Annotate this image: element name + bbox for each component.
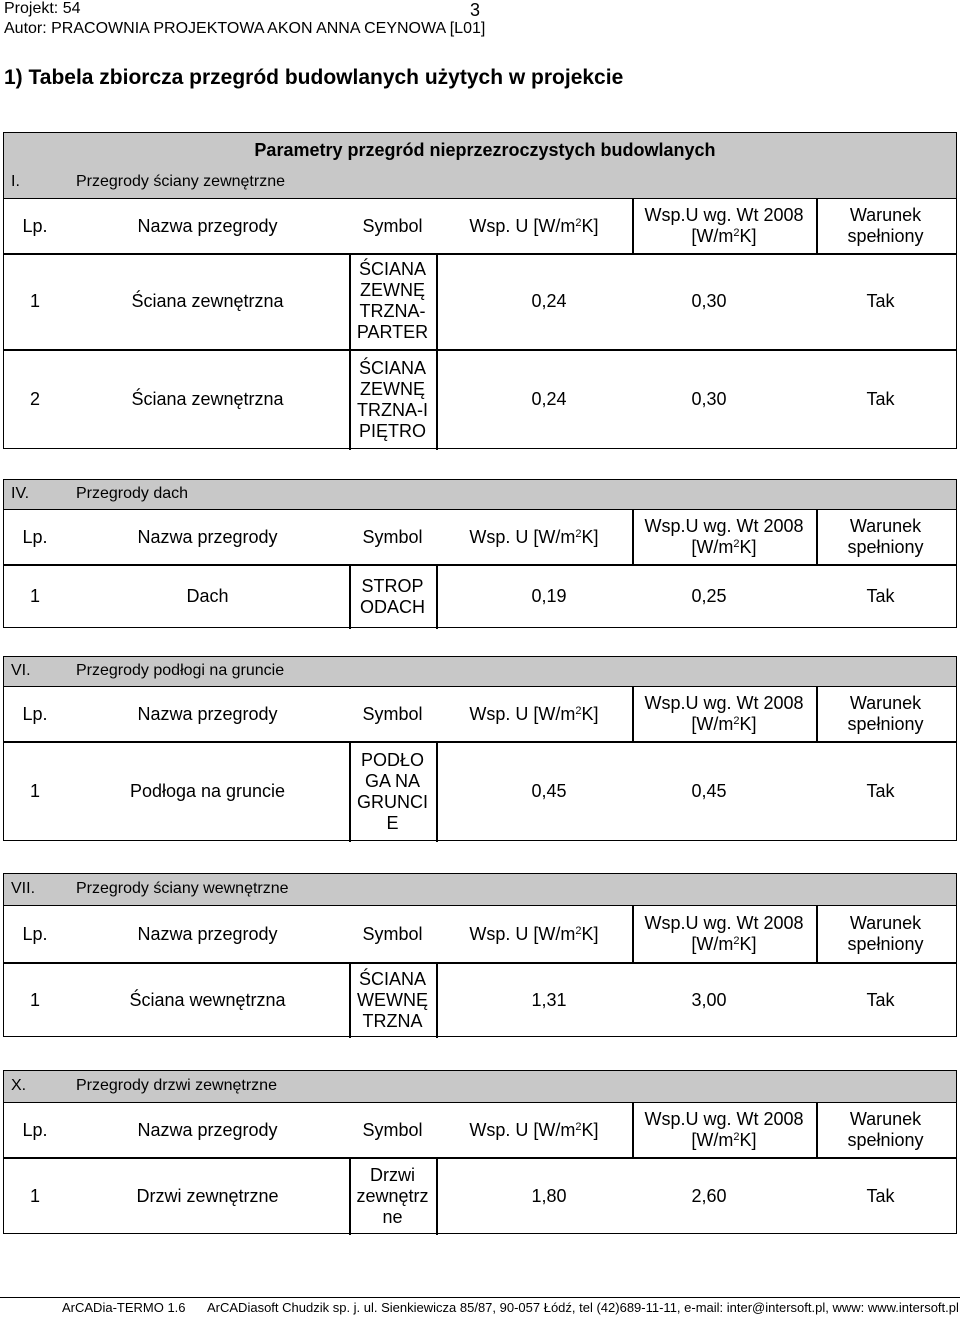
row-name-text: Dach — [186, 586, 229, 606]
u-max-exponent: 2 — [733, 935, 740, 947]
column-header-symbol-text: Symbol — [362, 1119, 423, 1140]
u-max-prefix: [W/m — [691, 226, 734, 246]
u-value-suffix: K] — [581, 526, 599, 547]
u-max-line1: Wsp.U wg. Wt 2008 — [644, 913, 804, 933]
column-divider — [816, 199, 818, 253]
row-condition — [816, 741, 945, 842]
column-header-u-max-text — [644, 205, 803, 247]
symbol-line: WEWNĘ — [357, 989, 428, 1010]
section-block — [3, 656, 957, 841]
column-header-u-value-text — [469, 216, 598, 237]
row-name — [66, 349, 349, 450]
row-condition — [816, 1157, 945, 1235]
column-divider — [816, 510, 818, 564]
row-u-max — [632, 741, 786, 842]
row-condition-text: Tak — [866, 389, 895, 409]
row-symbol — [349, 253, 436, 349]
condition-line1: Warunek — [849, 205, 922, 225]
u-max-prefix: [W/m — [691, 537, 734, 557]
row-condition — [816, 253, 945, 349]
column-header-symbol — [349, 199, 436, 253]
row-name — [66, 1157, 349, 1235]
column-header-condition — [816, 906, 955, 962]
u-max-line2 — [644, 226, 803, 247]
column-header-u-value — [436, 199, 632, 253]
section-number: I. — [11, 173, 20, 190]
row-u-value — [486, 349, 612, 450]
u-max-prefix: [W/m — [691, 934, 734, 954]
row-symbol-lines — [356, 1165, 428, 1228]
section-title: Przegrody podłogi na gruncie — [76, 662, 285, 679]
symbol-line: ZEWNĘ — [359, 280, 425, 300]
column-header-symbol — [349, 1103, 436, 1157]
row-u-value — [486, 253, 612, 349]
column-header-name — [66, 906, 349, 962]
row-condition-text: Tak — [866, 586, 895, 606]
row-name — [66, 564, 349, 629]
u-value-exponent: 2 — [575, 704, 582, 717]
column-header-condition — [816, 199, 955, 253]
column-header-name-text: Nazwa przegrody — [137, 526, 278, 547]
row-lp — [4, 349, 66, 450]
section-block — [3, 479, 957, 628]
u-max-line1: Wsp.U wg. Wt 2008 — [644, 205, 804, 225]
row-condition-text: Tak — [866, 1185, 895, 1206]
condition-line2: spełniony — [847, 934, 924, 954]
u-value-suffix: K] — [581, 923, 599, 944]
row-lp-text: 1 — [29, 586, 40, 606]
u-value-suffix: K] — [581, 1119, 599, 1140]
column-header-lp-text: Lp. — [22, 923, 48, 944]
column-header-condition-text — [847, 516, 923, 558]
row-u-value — [486, 741, 612, 842]
symbol-column-border — [436, 1157, 438, 1235]
section-block — [3, 873, 957, 1037]
symbol-line: zewnętrz — [356, 1185, 429, 1206]
row-u-value — [486, 962, 612, 1038]
row-condition-text: Tak — [866, 781, 895, 801]
u-max-exponent: 2 — [733, 715, 740, 727]
footer-software: ArCADia-TERMO 1.6 — [62, 1300, 186, 1315]
column-header-u-value-text — [469, 924, 598, 945]
column-header-name — [66, 199, 349, 253]
u-max-suffix: K] — [739, 934, 757, 954]
column-divider — [816, 906, 818, 962]
symbol-line: ZEWNĘ — [360, 378, 425, 399]
row-symbol — [349, 1157, 436, 1235]
symbol-line: ŚCIANA — [358, 259, 426, 279]
column-divider — [632, 906, 634, 962]
column-header-u-max-text — [644, 516, 803, 558]
symbol-line: ne — [382, 1206, 403, 1227]
row-symbol — [349, 962, 436, 1038]
condition-line2: spełniony — [847, 226, 924, 246]
column-header-u-value — [436, 906, 632, 962]
footer-company: ArCADiasoft Chudzik sp. j. ul. Sienkiewicza 85/87, 90-057 Łódź, tel (42)689-11-11, e-mail: inter@intersoft.pl, www: www.intersoft.pl — [207, 1300, 959, 1315]
column-divider — [632, 510, 634, 564]
symbol-line: TRZNA- — [359, 301, 426, 321]
row-u-max — [632, 349, 786, 450]
symbol-column-border — [436, 564, 438, 629]
symbol-line: ODACH — [359, 596, 425, 617]
column-divider — [632, 687, 634, 741]
column-header-symbol — [349, 510, 436, 564]
condition-line1: Warunek — [849, 913, 922, 933]
row-name-text: Ściana wewnętrzna — [129, 989, 286, 1010]
row-lp — [4, 962, 66, 1038]
row-lp-text: 2 — [29, 389, 40, 409]
row-u-max — [632, 962, 786, 1038]
column-header-lp — [4, 510, 66, 564]
column-header-name-text: Nazwa przegrody — [137, 703, 278, 724]
symbol-column-border — [436, 253, 438, 349]
row-u-value-text: 1,80 — [531, 1185, 567, 1206]
section-number: VI. — [11, 662, 31, 679]
footer-divider — [0, 1297, 960, 1298]
row-name — [66, 741, 349, 842]
author-label: Autor: PRACOWNIA PROJEKTOWA AKON ANNA CEYNOWA [L01] — [4, 20, 486, 37]
u-max-line2 — [644, 1130, 803, 1151]
column-divider — [816, 1103, 818, 1157]
page-title: 1) Tabela zbiorcza przegród budowlanych użytych w projekcie — [4, 66, 624, 89]
row-u-max — [632, 253, 786, 349]
u-max-line1: Wsp.U wg. Wt 2008 — [644, 693, 804, 713]
column-header-lp-text: Lp. — [22, 703, 48, 724]
row-u-value-text: 0,24 — [531, 389, 567, 409]
u-value-prefix: Wsp. U [W/m — [469, 703, 576, 724]
column-header-symbol-text: Symbol — [362, 923, 423, 944]
row-name-text: Drzwi zewnętrzne — [136, 1185, 279, 1206]
section-title: Przegrody ściany wewnętrzne — [76, 880, 289, 897]
row-symbol-lines — [357, 358, 428, 442]
u-max-suffix: K] — [739, 226, 757, 246]
section-band — [4, 1071, 956, 1103]
column-header-symbol — [349, 687, 436, 741]
section-block — [3, 1070, 957, 1234]
row-symbol — [349, 349, 436, 450]
row-u-value-text: 0,45 — [531, 781, 567, 801]
symbol-line: STROP — [361, 575, 424, 596]
section-number: X. — [11, 1077, 27, 1094]
column-divider — [816, 687, 818, 741]
u-max-exponent: 2 — [733, 227, 740, 239]
section-block — [3, 132, 957, 449]
section-band — [4, 657, 956, 687]
row-symbol-lines — [357, 750, 428, 834]
u-value-exponent: 2 — [575, 1120, 582, 1133]
row-condition-text: Tak — [866, 989, 895, 1010]
symbol-line: ŚCIANA — [358, 357, 427, 378]
column-header-u-max — [632, 906, 816, 962]
row-lp-text: 1 — [29, 781, 40, 801]
column-header-name — [66, 1103, 349, 1157]
column-header-name — [66, 687, 349, 741]
condition-line1: Warunek — [849, 1109, 922, 1129]
row-lp-text: 1 — [29, 1185, 40, 1206]
symbol-line: PARTER — [356, 322, 429, 342]
u-value-exponent: 2 — [575, 527, 582, 540]
row-u-value-text: 1,31 — [531, 989, 567, 1010]
row-symbol-lines — [357, 259, 428, 343]
u-value-prefix: Wsp. U [W/m — [469, 923, 576, 944]
row-u-max-text: 0,45 — [691, 781, 727, 801]
row-u-value-text: 0,24 — [531, 290, 567, 311]
section-number: VII. — [11, 880, 36, 897]
column-header-condition — [816, 687, 955, 741]
row-lp — [4, 253, 66, 349]
row-name — [66, 253, 349, 349]
column-header-u-value-text — [469, 1120, 598, 1141]
column-header-u-max — [632, 687, 816, 741]
column-header-symbol-text: Symbol — [362, 215, 423, 236]
column-header-symbol-text: Symbol — [362, 703, 423, 724]
row-lp — [4, 741, 66, 842]
condition-line2: spełniony — [847, 1130, 924, 1150]
column-header-u-max — [632, 199, 816, 253]
symbol-column-border — [436, 962, 438, 1038]
u-max-prefix: [W/m — [691, 1130, 734, 1150]
condition-line1: Warunek — [849, 693, 922, 713]
column-header-name-text: Nazwa przegrody — [137, 1119, 278, 1140]
column-divider — [632, 199, 634, 253]
column-header-name-text: Nazwa przegrody — [137, 215, 278, 236]
column-header-lp — [4, 199, 66, 253]
column-header-lp — [4, 1103, 66, 1157]
u-value-suffix: K] — [581, 703, 599, 724]
column-header-condition — [816, 1103, 955, 1157]
symbol-line: GRUNCI — [357, 791, 428, 812]
column-header-u-max-text — [644, 693, 803, 735]
section-title: Przegrody drzwi zewnętrzne — [76, 1077, 277, 1094]
row-condition-text: Tak — [866, 290, 895, 311]
symbol-line: Drzwi — [370, 1164, 415, 1185]
row-u-max-text: 3,00 — [691, 989, 727, 1010]
row-name-text: Podłoga na gruncie — [129, 781, 286, 801]
u-max-line2 — [644, 714, 803, 735]
column-header-u-max-text — [644, 1109, 803, 1151]
symbol-line: GA NA — [364, 770, 421, 791]
row-u-value — [486, 1157, 612, 1235]
column-header-u-value — [436, 510, 632, 564]
symbol-line: E — [386, 812, 399, 833]
row-u-max — [632, 1157, 786, 1235]
row-name-text: Ściana zewnętrzna — [131, 290, 284, 311]
symbol-column-border — [436, 741, 438, 842]
row-u-max-text: 0,30 — [691, 389, 727, 409]
u-max-suffix: K] — [739, 714, 757, 734]
row-u-max-text: 0,30 — [691, 290, 727, 311]
symbol-line: PIĘTRO — [358, 420, 426, 441]
row-condition — [816, 962, 945, 1038]
row-u-value — [486, 564, 612, 629]
u-max-suffix: K] — [739, 1130, 757, 1150]
row-u-value-text: 0,19 — [531, 586, 567, 606]
symbol-line: PODŁO — [360, 749, 425, 770]
column-header-condition — [816, 510, 955, 564]
u-max-prefix: [W/m — [691, 714, 734, 734]
row-u-max-text: 0,25 — [691, 586, 727, 606]
u-max-exponent: 2 — [733, 1131, 740, 1143]
column-header-condition-text — [847, 205, 923, 247]
u-value-prefix: Wsp. U [W/m — [469, 1119, 576, 1140]
column-header-u-max — [632, 510, 816, 564]
symbol-line: ŚCIANA — [358, 968, 427, 989]
row-lp — [4, 1157, 66, 1235]
section-band — [4, 874, 956, 906]
u-max-suffix: K] — [739, 537, 757, 557]
u-value-prefix: Wsp. U [W/m — [469, 526, 576, 547]
column-header-u-value — [436, 1103, 632, 1157]
u-max-line1: Wsp.U wg. Wt 2008 — [644, 516, 804, 536]
row-symbol-lines — [357, 969, 428, 1032]
row-symbol — [349, 564, 436, 629]
column-header-lp-text: Lp. — [22, 215, 48, 236]
column-header-u-max — [632, 1103, 816, 1157]
section-title: Przegrody ściany zewnętrzne — [76, 173, 285, 190]
project-label: Projekt: 54 — [4, 0, 81, 17]
column-header-u-max-text — [644, 913, 803, 955]
u-value-exponent: 2 — [575, 216, 582, 229]
column-header-lp-text: Lp. — [22, 1119, 48, 1140]
page-number: 3 — [470, 0, 481, 20]
symbol-line: TRZNA — [362, 1010, 423, 1031]
section-band — [4, 167, 956, 199]
column-header-name — [66, 510, 349, 564]
row-lp — [4, 564, 66, 629]
row-lp-text: 1 — [29, 290, 40, 311]
section-title: Przegrody dach — [76, 485, 189, 502]
u-value-suffix: K] — [581, 215, 599, 236]
symbol-column-border — [436, 349, 438, 450]
row-condition — [816, 564, 945, 629]
column-header-symbol-text: Symbol — [362, 526, 423, 547]
u-value-exponent: 2 — [575, 924, 582, 937]
column-header-condition-text — [847, 693, 923, 735]
condition-line1: Warunek — [849, 516, 922, 536]
parameters-title: Parametry przegród nieprzezroczystych budowlanych — [254, 140, 716, 160]
column-divider — [632, 1103, 634, 1157]
column-header-name-text: Nazwa przegrody — [137, 923, 278, 944]
condition-line2: spełniony — [847, 714, 924, 734]
u-max-exponent: 2 — [733, 538, 740, 550]
column-header-lp-text: Lp. — [22, 526, 48, 547]
row-symbol-lines — [360, 576, 425, 618]
u-max-line2 — [644, 537, 803, 558]
row-lp-text: 1 — [29, 989, 40, 1010]
column-header-u-value-text — [469, 704, 598, 725]
row-name — [66, 962, 349, 1038]
row-condition — [816, 349, 945, 450]
u-max-line1: Wsp.U wg. Wt 2008 — [644, 1109, 804, 1129]
symbol-line: TRZNA-I — [357, 399, 428, 420]
column-header-symbol — [349, 906, 436, 962]
u-max-line2 — [644, 934, 803, 955]
column-header-condition-text — [847, 1109, 923, 1151]
section-number: IV. — [11, 485, 30, 502]
column-header-u-value — [436, 687, 632, 741]
column-header-lp — [4, 906, 66, 962]
column-header-u-value-text — [469, 527, 598, 548]
u-value-prefix: Wsp. U [W/m — [469, 215, 576, 236]
row-symbol — [349, 741, 436, 842]
row-name-text: Ściana zewnętrzna — [131, 389, 284, 409]
row-u-max — [632, 564, 786, 629]
condition-line2: spełniony — [847, 537, 924, 557]
column-header-condition-text — [847, 913, 923, 955]
row-u-max-text: 2,60 — [691, 1185, 727, 1206]
column-header-lp — [4, 687, 66, 741]
section-band — [4, 480, 956, 510]
